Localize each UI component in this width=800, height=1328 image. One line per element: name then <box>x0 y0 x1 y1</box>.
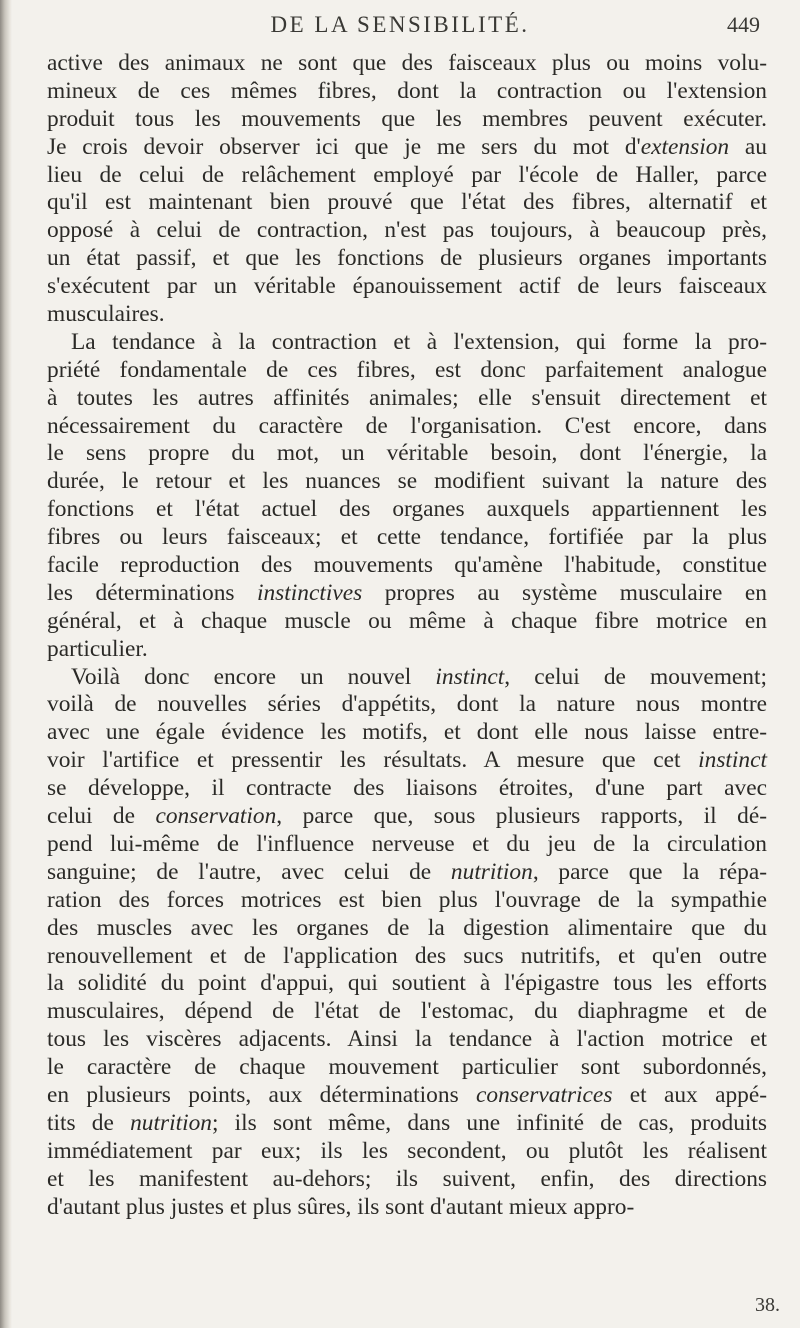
signature-mark: 38. <box>755 1294 780 1316</box>
text-line <box>47 245 767 273</box>
italic-term: instinct <box>435 663 505 690</box>
text-segment: voilà de nouvelles séries d'appétits, dont la nature nous montre <box>47 691 767 718</box>
text-line <box>47 357 767 385</box>
text-segment: fibres ou leurs faisceaux; et cette tendance, fortifiée par la plus <box>47 524 767 551</box>
text-segment: La tendance à la contraction et à l'extension, qui forme la pro- <box>71 328 767 355</box>
italic-term: conservation <box>155 803 277 830</box>
text-line <box>47 1166 767 1194</box>
text-line <box>47 1138 767 1166</box>
text-segment: se développe, il contracte des liaisons étroites, d'une part avec <box>47 775 767 802</box>
text-line <box>47 608 767 636</box>
text-segment: les déterminations <box>47 579 257 606</box>
text-line <box>47 719 767 747</box>
text-segment: immédiatement par eux; ils les secondent, ou plutôt les réalisent <box>47 1137 767 1164</box>
text-line <box>47 50 767 78</box>
text-segment: durée, le retour et les nuances se modifient suivant la nature des <box>47 468 767 495</box>
text-line <box>47 1026 767 1054</box>
text-segment: en plusieurs points, aux déterminations <box>47 1081 477 1108</box>
text-segment: et aux appé- <box>612 1081 768 1108</box>
text-line <box>47 1054 767 1082</box>
text-segment: un état passif, et que les fonctions de plusieurs organes importants <box>47 245 767 272</box>
text-line <box>47 887 767 915</box>
text-segment: au <box>729 133 767 160</box>
text-line <box>47 134 767 162</box>
italic-term: instinct <box>698 747 767 774</box>
text-line <box>47 329 767 357</box>
text-segment: , parce que la répa- <box>532 858 767 885</box>
text-line <box>47 162 767 190</box>
page-number: 449 <box>727 12 760 37</box>
text-line <box>47 273 767 301</box>
text-line <box>47 413 767 441</box>
text-line <box>47 440 767 468</box>
text-segment: général, et à chaque muscle ou même à chaque fibre motrice en <box>47 607 767 634</box>
italic-term: instinctives <box>256 579 363 606</box>
text-line <box>47 385 767 413</box>
text-segment: priété fondamentale de ces fibres, est donc parfaitement analogue <box>47 356 767 383</box>
text-segment: d'autant plus justes et plus sûres, ils sont d'autant mieux appro- <box>47 1193 635 1220</box>
text-segment: la solidité du point d'appui, qui soutient à l'épigastre tous les efforts <box>47 970 767 997</box>
text-segment: celui de <box>47 803 156 830</box>
text-segment: tits de <box>47 1109 131 1136</box>
text-segment: mineux de ces mêmes fibres, dont la contraction ou l'extension <box>47 77 767 104</box>
text-segment: et les manifestent au-dehors; ils suivent, enfin, des directions <box>47 1165 767 1192</box>
text-line <box>47 580 767 608</box>
text-segment: produit tous les mouvements que les membres peuvent exécuter. <box>47 105 767 132</box>
italic-term: extension <box>640 133 730 160</box>
running-head <box>0 8 800 42</box>
text-line <box>47 468 767 496</box>
text-segment: facile reproduction des mouvements qu'amène l'habitude, constitue <box>47 552 767 579</box>
text-line <box>47 189 767 217</box>
text-line <box>47 552 767 580</box>
text-line <box>47 803 767 831</box>
italic-term: conservatrices <box>476 1081 613 1108</box>
text-segment: ration des forces motrices est bien plus l'ouvrage de la sympathie <box>47 886 767 913</box>
text-line <box>47 78 767 106</box>
text-line <box>47 747 767 775</box>
text-segment: qu'il est maintenant bien prouvé que l'état des fibres, alternatif et <box>47 189 767 216</box>
text-segment: Je crois devoir observer ici que je me sers du mot d' <box>47 133 641 160</box>
text-line <box>47 1082 767 1110</box>
text-segment: avec une égale évidence les motifs, et dont elle nous laisse entre- <box>47 719 767 746</box>
text-line <box>47 859 767 887</box>
text-segment: propres au système musculaire en <box>362 579 767 606</box>
text-segment: opposé à celui de contraction, n'est pas toujours, à beaucoup près, <box>47 217 767 244</box>
text-segment: des muscles avec les organes de la digestion alimentaire que du <box>47 914 767 941</box>
text-segment: nécessairement du caractère de l'organisation. C'est encore, dans <box>47 412 767 439</box>
text-line <box>47 664 767 692</box>
text-segment: Voilà donc encore un nouvel <box>71 663 436 690</box>
text-segment: particulier. <box>47 635 148 662</box>
text-line <box>47 915 767 943</box>
text-segment: fonctions et l'état actuel des organes auxquels appartiennent les <box>47 496 767 523</box>
text-segment: tous les viscères adjacents. Ainsi la tendance à l'action motrice et <box>47 1026 767 1053</box>
text-segment: musculaires, dépend de l'état de l'estomac, du diaphragme et de <box>47 998 767 1025</box>
text-segment: sanguine; de l'autre, avec celui de <box>47 858 451 885</box>
text-segment: pend lui-même de l'influence nerveuse et du jeu de la circulation <box>47 830 767 857</box>
text-line <box>47 1110 767 1138</box>
text-line <box>47 943 767 971</box>
page-binding-edge <box>0 0 12 1328</box>
text-line <box>47 691 767 719</box>
text-segment: à toutes les autres affinités animales; elle s'ensuit directement et <box>47 384 767 411</box>
text-line <box>47 496 767 524</box>
text-line <box>47 301 767 329</box>
text-line <box>47 217 767 245</box>
running-title: DE LA SENSIBILITÉ. <box>270 12 530 37</box>
text-segment: musculaires. <box>47 301 165 328</box>
text-line <box>47 106 767 134</box>
text-segment: active des animaux ne sont que des faisceaux plus ou moins volu- <box>47 50 767 76</box>
text-line <box>47 775 767 803</box>
italic-term: nutrition <box>450 858 533 885</box>
text-segment: renouvellement et de l'application des sucs nutritifs, et qu'en outre <box>47 942 767 969</box>
text-segment: le caractère de chaque mouvement particulier sont subordonnés, <box>47 1054 767 1081</box>
italic-term: nutrition <box>130 1109 212 1136</box>
body-text <box>47 50 767 1221</box>
text-segment: , celui de mouvement; <box>504 663 767 690</box>
text-segment: lieu de celui de relâchement employé par l'école de Haller, parce <box>47 161 767 188</box>
text-line <box>47 1194 767 1222</box>
text-line <box>47 970 767 998</box>
text-segment: ; ils sont même, dans une infinité de cas, produits <box>211 1109 767 1136</box>
text-line <box>47 998 767 1026</box>
text-segment: le sens propre du mot, un véritable besoin, dont l'énergie, la <box>47 440 767 467</box>
text-segment: , parce que, sous plusieurs rapports, il dé- <box>276 803 767 830</box>
text-line <box>47 831 767 859</box>
text-line <box>47 524 767 552</box>
text-line <box>47 636 767 664</box>
text-segment: voir l'artifice et pressentir les résultats. A mesure que cet <box>47 747 699 774</box>
text-segment: s'exécutent par un véritable épanouissement actif de leurs faisceaux <box>47 273 767 300</box>
